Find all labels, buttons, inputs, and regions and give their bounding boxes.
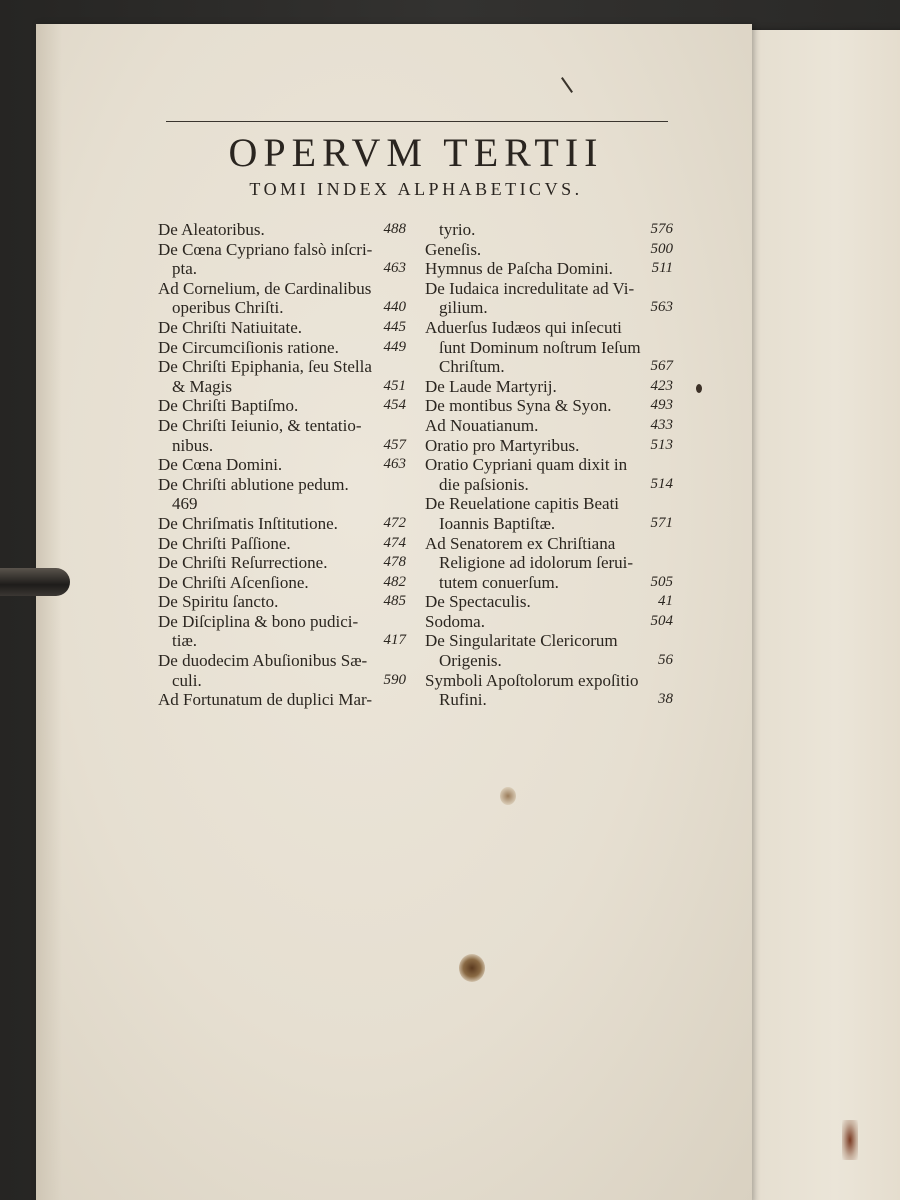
index-entry <box>425 690 673 710</box>
index-entry-page: 41 <box>658 593 673 610</box>
index-entry <box>425 514 673 534</box>
index-entry-title: culi. <box>172 670 202 690</box>
index-entry <box>425 671 673 691</box>
index-entry-page: 423 <box>650 377 673 394</box>
index-entry <box>425 631 673 651</box>
index-entry-page: 474 <box>383 534 406 551</box>
index-entry-page: 488 <box>383 221 406 237</box>
index-entry-page: 513 <box>650 436 673 453</box>
index-entry-title: Ad Fortunatum de duplici Mar- <box>158 690 373 710</box>
index-entry-title: ſunt Dominum noſtrum Ieſum <box>439 337 641 357</box>
index-entry <box>425 455 673 475</box>
index-entry-page: 38 <box>658 691 673 708</box>
index-entry <box>158 416 406 436</box>
index-entry <box>158 573 406 593</box>
index-entry-title: Religione ad idolorum ſerui- <box>439 553 634 573</box>
index-entry <box>158 279 406 299</box>
index-entry <box>158 298 406 318</box>
worm-hole <box>459 954 485 982</box>
index-entry-page: 457 <box>383 436 406 453</box>
index-entry-page: 567 <box>650 358 673 375</box>
index-entry <box>425 279 673 299</box>
index-entry-title: De Chriſti Natiuitate. <box>158 317 302 337</box>
index-entry-title: De Laude Martyrij. <box>425 376 557 396</box>
index-entry-title: & Magis <box>172 376 232 396</box>
header-rule <box>166 121 668 122</box>
index-entry-title: De Singularitate Clericorum <box>425 631 618 651</box>
index-entry <box>158 612 406 632</box>
index-entry-title: Aduerſus Iudæos qui inſecuti <box>425 317 622 337</box>
index-entry-title: De Iudaica incredulitate ad Vi- <box>425 278 635 298</box>
index-entry <box>425 357 673 377</box>
index-entry-title: De Cœna Cypriano falsò inſcri- <box>158 239 373 259</box>
index-entry-title: De Chriſti Reſurrectione. <box>158 553 328 573</box>
index-entry-title: De Chriſti Aſcenſione. <box>158 572 309 592</box>
index-entry-title: De Spiritu ſancto. <box>158 592 279 612</box>
index-entry <box>158 475 406 495</box>
index-entry <box>425 436 673 456</box>
index-entry-title: die paſsionis. <box>439 474 529 494</box>
index-entry-page: 504 <box>650 612 673 629</box>
index-entry-page: 449 <box>383 338 406 355</box>
bookmark-ribbon <box>0 568 70 596</box>
ink-dot <box>696 384 702 393</box>
index-entry <box>425 534 673 554</box>
index-entry-title: De Chriſti Baptiſmo. <box>158 396 299 416</box>
index-entry <box>158 240 406 260</box>
index-entry-page: 56 <box>658 652 673 669</box>
index-entry <box>425 612 673 632</box>
index-entry <box>158 494 406 514</box>
page-title: OPERVM TERTII <box>228 130 604 175</box>
facing-page <box>728 30 900 1200</box>
index-entry <box>425 396 673 416</box>
index-entry-title: De montibus Syna & Syon. <box>425 396 612 416</box>
index-entry-title: Ioannis Baptiſtæ. <box>439 513 556 533</box>
index-entry-title: De Chriſti ablutione pedum. <box>158 474 349 494</box>
index-column-left <box>158 220 406 710</box>
index-entry-title: Rufini. <box>439 690 487 710</box>
index-entry <box>158 671 406 691</box>
index-entry-page: 440 <box>383 299 406 316</box>
index-entry <box>158 592 406 612</box>
index-entry <box>425 494 673 514</box>
index-entry-page: 511 <box>651 260 673 277</box>
index-entry <box>425 298 673 318</box>
index-entry <box>158 436 406 456</box>
index-entry <box>158 514 406 534</box>
index-entry-page: 472 <box>383 514 406 531</box>
index-entry-title: De Reuelatione capitis Beati <box>425 494 620 514</box>
index-entry-title: De Spectaculis. <box>425 592 531 612</box>
index-entry-page: 500 <box>650 240 673 257</box>
index-entry-page: 433 <box>650 416 673 433</box>
index-entry <box>425 553 673 573</box>
index-entry <box>425 259 673 279</box>
index-entry <box>158 651 406 671</box>
index-entry-page: 482 <box>383 573 406 590</box>
index-entry <box>425 573 673 593</box>
index-entry-page: 454 <box>383 397 406 414</box>
index-entry <box>158 357 406 377</box>
index-entry-title: De Cœna Domini. <box>158 455 283 475</box>
index-entry <box>158 377 406 397</box>
index-entry-page: 463 <box>383 456 406 473</box>
index-entry <box>158 396 406 416</box>
index-entry-title: De Chriſti Ieiunio, & tentatio- <box>158 415 362 435</box>
index-entry-title: De Chriſti Epiphania, ſeu Stella <box>158 357 372 377</box>
index-entry-title: Origenis. <box>439 651 502 671</box>
index-entry-title: 469 <box>172 494 198 514</box>
index-entry-page: 590 <box>383 671 406 688</box>
index-entry-page: 571 <box>650 514 673 531</box>
index-entry-page: 478 <box>383 554 406 571</box>
edge-stain <box>842 1120 858 1160</box>
index-entry-title: Sodoma. <box>425 611 485 631</box>
index-entry <box>158 318 406 338</box>
index-entry-page: 563 <box>650 299 673 316</box>
index-entry <box>425 416 673 436</box>
index-entry-title: Oratio Cypriani quam dixit in <box>425 455 628 475</box>
index-entry <box>425 475 673 495</box>
index-entry-title: De Chriſti Paſſione. <box>158 533 291 553</box>
index-entry <box>425 592 673 612</box>
index-entry-title: De Aleatoribus. <box>158 220 265 239</box>
index-entry-title: tiæ. <box>172 631 198 651</box>
index-entry <box>425 220 673 240</box>
index-entry-title: Chriſtum. <box>439 357 505 377</box>
index-entry <box>158 338 406 358</box>
index-entry-title: Ad Nouatianum. <box>425 415 539 435</box>
index-entry-title: Hymnus de Paſcha Domini. <box>425 259 613 279</box>
index-entry <box>158 259 406 279</box>
index-entry-title: De Chriſmatis Inſtitutione. <box>158 513 338 533</box>
index-entry-title: Symboli Apoſtolorum expoſitio <box>425 670 639 690</box>
page-subtitle: TOMI INDEX ALPHABETICVS. <box>249 179 583 199</box>
index-entry-page: 445 <box>383 318 406 335</box>
index-entry-page: 576 <box>650 221 673 237</box>
index-entry-title: Ad Senatorem ex Chriſtiana <box>425 533 616 553</box>
index-entry <box>158 455 406 475</box>
index-entry-page: 505 <box>650 573 673 590</box>
index-entry-title: De Circumciſionis ratione. <box>158 337 339 357</box>
index-entry-page: 485 <box>383 593 406 610</box>
index-entry <box>158 690 406 710</box>
index-entry <box>158 553 406 573</box>
index-entry-title: gilium. <box>439 298 488 318</box>
index-entry-page: 451 <box>383 377 406 394</box>
index-entry-title: Ad Cornelium, de Cardinalibus <box>158 278 372 298</box>
index-entry-title: De duodecim Abuſionibus Sæ- <box>158 651 368 671</box>
index-entry <box>425 651 673 671</box>
index-entry <box>158 220 406 240</box>
paper-spot <box>500 787 516 805</box>
index-entry-title: pta. <box>172 259 198 279</box>
index-entry <box>158 534 406 554</box>
index-entry <box>425 318 673 338</box>
index-entry-page: 514 <box>650 475 673 492</box>
index-entry <box>425 377 673 397</box>
index-entry-title: operibus Chriſti. <box>172 298 284 318</box>
index-entry <box>425 240 673 260</box>
index-entry-title: Oratio pro Martyribus. <box>425 435 580 455</box>
index-entry-page: 493 <box>650 397 673 414</box>
index-entry <box>425 338 673 358</box>
ink-mark <box>561 77 573 93</box>
index-entry-page: 417 <box>383 632 406 649</box>
index-column-right <box>425 220 673 710</box>
book-page <box>36 24 752 1200</box>
index-entry-page: 463 <box>383 260 406 277</box>
index-entry-title: Geneſis. <box>425 239 482 259</box>
index-entry-title: De Diſciplina & bono pudici- <box>158 611 359 631</box>
index-entry-title: tyrio. <box>439 220 476 239</box>
index-entry-title: nibus. <box>172 435 214 455</box>
index-entry <box>158 631 406 651</box>
index-entry-title: tutem conuerſum. <box>439 572 559 592</box>
